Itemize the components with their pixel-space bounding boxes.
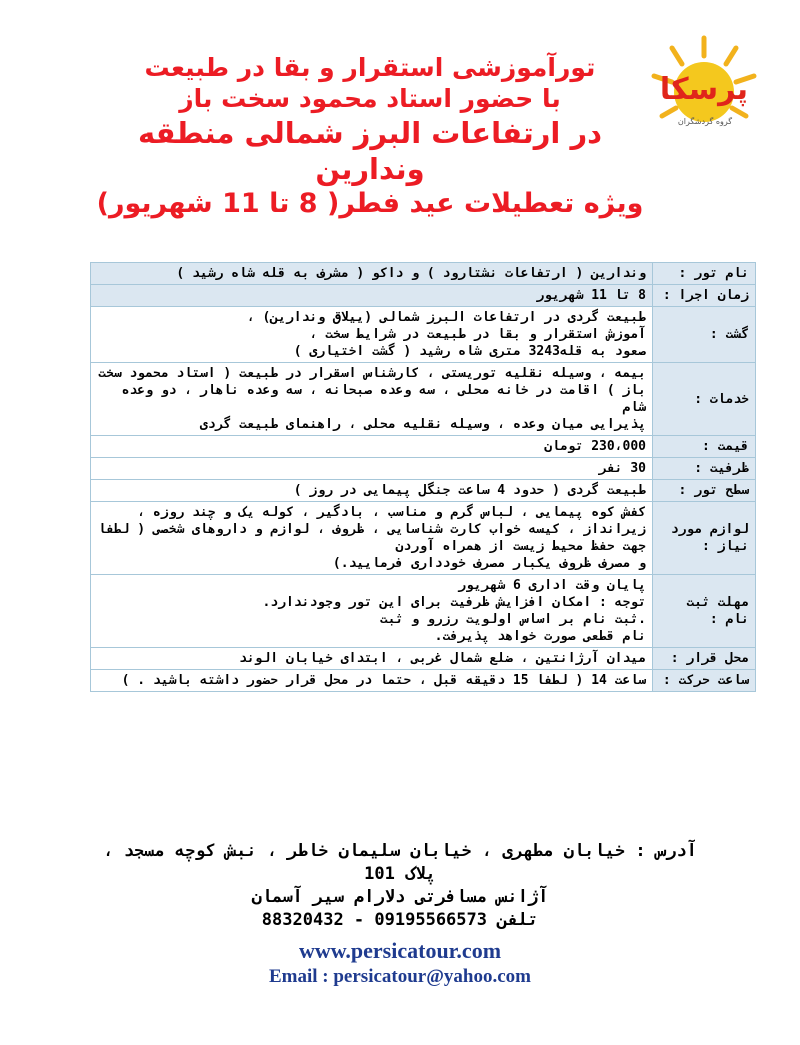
phone-numbers: تلفن 09195566573 - 88320432 xyxy=(261,910,539,930)
table-row xyxy=(91,363,756,436)
row-value xyxy=(91,575,653,648)
table-row xyxy=(91,502,756,575)
row-value-text: 8 تا 11 شهریور xyxy=(536,288,646,303)
contact-footer xyxy=(90,840,710,988)
row-label: قیمت : xyxy=(653,436,756,458)
table-row xyxy=(91,480,756,502)
row-label: محل قرار : xyxy=(653,648,756,670)
row-label: زمان اجرا : xyxy=(653,285,756,307)
row-value-text: کفش کوه پیمایی ، لباس گرم و مناسب ، بادگیر ، کوله یک و چند روزه ، زیرانداز ، کیسه خواب کارت شناسایی ، ظروف ، لوازم و داروهای شخصی ( لطفا جهت حفظ محیط زیست از همراه آوردن و مصرف ظروف یکبار مصرف خودداری فرمایید.) xyxy=(98,505,646,571)
logo-brand-text: پرسکا xyxy=(659,72,749,107)
title-line-3: در ارتفاعات البرز شمالی منطقه وندارین xyxy=(137,115,603,186)
table-row xyxy=(91,307,756,363)
table-row xyxy=(91,458,756,480)
row-value-text: طبیعت گردی ( حدود 4 ساعت جنگل پیمایی در روز ) xyxy=(293,483,646,498)
table-row xyxy=(91,648,756,670)
row-value xyxy=(91,436,653,458)
row-value-text: بیمه ، وسیله نقلیه توریستی ، کارشناس اسقرار در طبیعت ( استاد محمود سخت باز ) اقامت در خانه محلی ، سه وعده صبحانه ، سه وعده ناهار ، دو وعده شام پذیرایی میان وعده ، وسیله نقلیه محلی ، راهنمای طبیعت گردی xyxy=(98,366,646,432)
table-row xyxy=(91,670,756,692)
row-value-text: 30 نفر xyxy=(599,461,646,476)
table-row xyxy=(91,263,756,285)
row-label: سطح تور : xyxy=(653,480,756,502)
tour-details-table xyxy=(90,262,756,692)
row-value xyxy=(91,307,653,363)
table-row xyxy=(91,285,756,307)
row-value xyxy=(91,263,653,285)
row-value-text: پایان وقت اداری 6 شهریور توجه : امکان افزایش ظرفیت برای این تور وجودندارد. .ثبت نام بر اساس اولویت رزرو و ثبت نام قطعی صورت خواهد پذیرفت. xyxy=(262,578,646,644)
row-value-text: میدان آرژانتین ، ضلع شمال غربی ، ابتدای خیابان الوند xyxy=(239,651,646,666)
row-value xyxy=(91,363,653,436)
email-link[interactable]: Email : persicatour@yahoo.com xyxy=(268,966,531,987)
row-value-text: طبیعت گردی در ارتفاعات البرز شمالی (ییلاق وندارین) ، آموزش استقرار و بقا در طبیعت در شرایط سخت ، صعود به قله3243 متری شاه رشید ( گشت اختیاری ) xyxy=(246,310,646,359)
row-value xyxy=(91,648,653,670)
title-line-1: تورآموزشی استقرار و بقا در طبیعت xyxy=(144,53,596,82)
website-link[interactable]: www.persicatour.com xyxy=(298,938,502,963)
agency-name: آژانس مسافرتی دلارام سیر آسمان xyxy=(251,887,549,907)
row-value-text: ساعت 14 ( لطفا 15 دقیقه قبل ، حتما در محل قرار حضور داشته باشید . ) xyxy=(121,673,646,688)
row-label: گشت : xyxy=(653,307,756,363)
table-row xyxy=(91,575,756,648)
row-value-text: وندارین ( ارتفاعات نشتارود ) و داکو ( مشرف به قله شاه رشید ) xyxy=(176,266,646,281)
row-value xyxy=(91,458,653,480)
row-value xyxy=(91,480,653,502)
persica-logo xyxy=(648,32,760,152)
row-value xyxy=(91,502,653,575)
row-value xyxy=(91,285,653,307)
row-label: نام تور : xyxy=(653,263,756,285)
table-row xyxy=(91,436,756,458)
row-label: ظرفیت : xyxy=(653,458,756,480)
address: آدرس : خیابان مطهری ، خیابان سلیمان خاطر ، نبش کوچه مسجد ، پلاک 101 xyxy=(103,841,697,884)
logo-subtitle: گروه گردشگران xyxy=(677,117,733,126)
row-label: ساعت حرکت : xyxy=(653,670,756,692)
header xyxy=(90,52,650,221)
row-value-text: 230،000 تومان xyxy=(544,439,646,454)
row-label: لوازم مورد نیاز : xyxy=(653,502,756,575)
row-label: مهلت ثبت نام : xyxy=(653,575,756,648)
title-line-2: با حضور استاد محمود سخت باز xyxy=(179,84,561,114)
title-line-4: ویژه تعطیلات عید فطر( 8 تا 11 شهریور) xyxy=(96,188,644,219)
row-value xyxy=(91,670,653,692)
row-label: خدمات : xyxy=(653,363,756,436)
